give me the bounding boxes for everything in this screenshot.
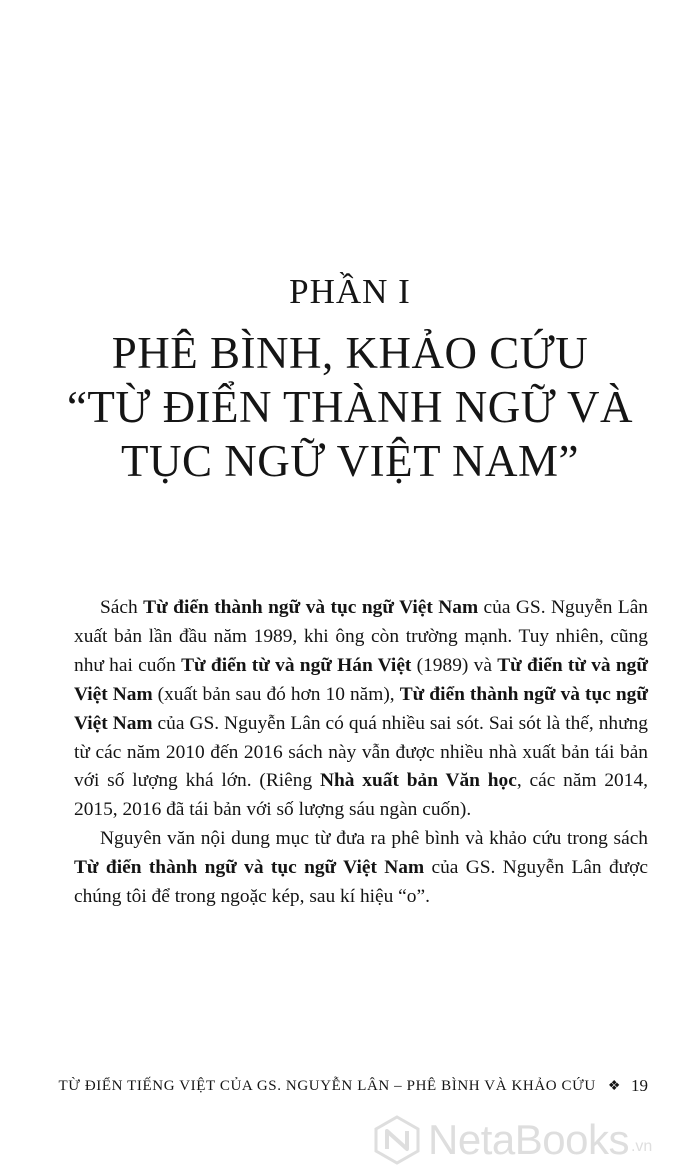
running-footer — [58, 1076, 648, 1096]
body-text — [74, 594, 648, 912]
bold-run: Từ điển thành ngữ và tục ngữ Việt Nam — [74, 857, 425, 879]
bold-run: Nhà xuất bản Văn học — [319, 770, 517, 792]
bold-run: Từ điển thành ngữ và tục ngữ Việt Nam — [143, 597, 479, 618]
bold-run: Từ điển từ và ngữ Việt Nam — [74, 654, 649, 705]
running-title: TỪ ĐIỂN TIẾNG VIỆT CỦA GS. NGUYỄN LÂN – PHÊ BÌNH VÀ KHẢO CỨU — [58, 1077, 596, 1094]
watermark — [372, 1110, 700, 1170]
text-run: của GS. Nguyễn Lân xuất bản lần đầu năm 1989, khi ông còn trường mạnh. Tuy nhiên, cũng như hai cuốn — [74, 597, 648, 676]
title-line: PHÊ BÌNH, KHẢO CỨU — [111, 328, 589, 378]
text-run: (xuất bản sau đó hơn 10 năm), — [152, 683, 400, 705]
bullet-ornament-icon: ❖ — [607, 1078, 621, 1094]
text-run: Sách — [100, 597, 144, 618]
watermark-suffix: .vn — [630, 1138, 653, 1155]
text-run: Nguyên văn nội dung mục từ đưa ra phê bình và khảo cứu trong sách — [100, 828, 648, 850]
part-label: PHẦN I — [289, 272, 411, 311]
paragraph — [74, 594, 648, 825]
title-line: “TỪ ĐIỂN THÀNH NGỮ VÀ — [66, 382, 634, 432]
text-run: của GS. Nguyễn Lân có quá nhiều sai sót. Sai sót là thế, nhưng từ các năm 2010 đến 2016 sách này vẫn được nhiều nhà xuất bản tái bản với số lượng khá lớn. (Riêng — [74, 712, 649, 792]
watermark-text: NetaBooks — [428, 1116, 629, 1163]
paragraph — [74, 825, 648, 912]
part-title — [0, 326, 700, 488]
page-number: 19 — [631, 1076, 648, 1095]
text-run: của GS. Nguyễn Lân được chúng tôi để trong ngoặc kép, sau kí hiệu “o”. — [74, 857, 649, 908]
title-line: TỤC NGỮ VIỆT NAM” — [121, 436, 579, 486]
text-run: (1989) và — [411, 654, 498, 676]
bold-run: Từ điển từ và ngữ Hán Việt — [181, 654, 412, 676]
text-run: , các năm 2014, 2015, 2016 đã tái bản với số lượng sáu ngàn cuốn). — [74, 770, 648, 821]
bold-run: Từ điển thành ngữ và tục ngữ Việt Nam — [74, 683, 648, 734]
netabooks-logo-icon — [372, 1115, 422, 1165]
